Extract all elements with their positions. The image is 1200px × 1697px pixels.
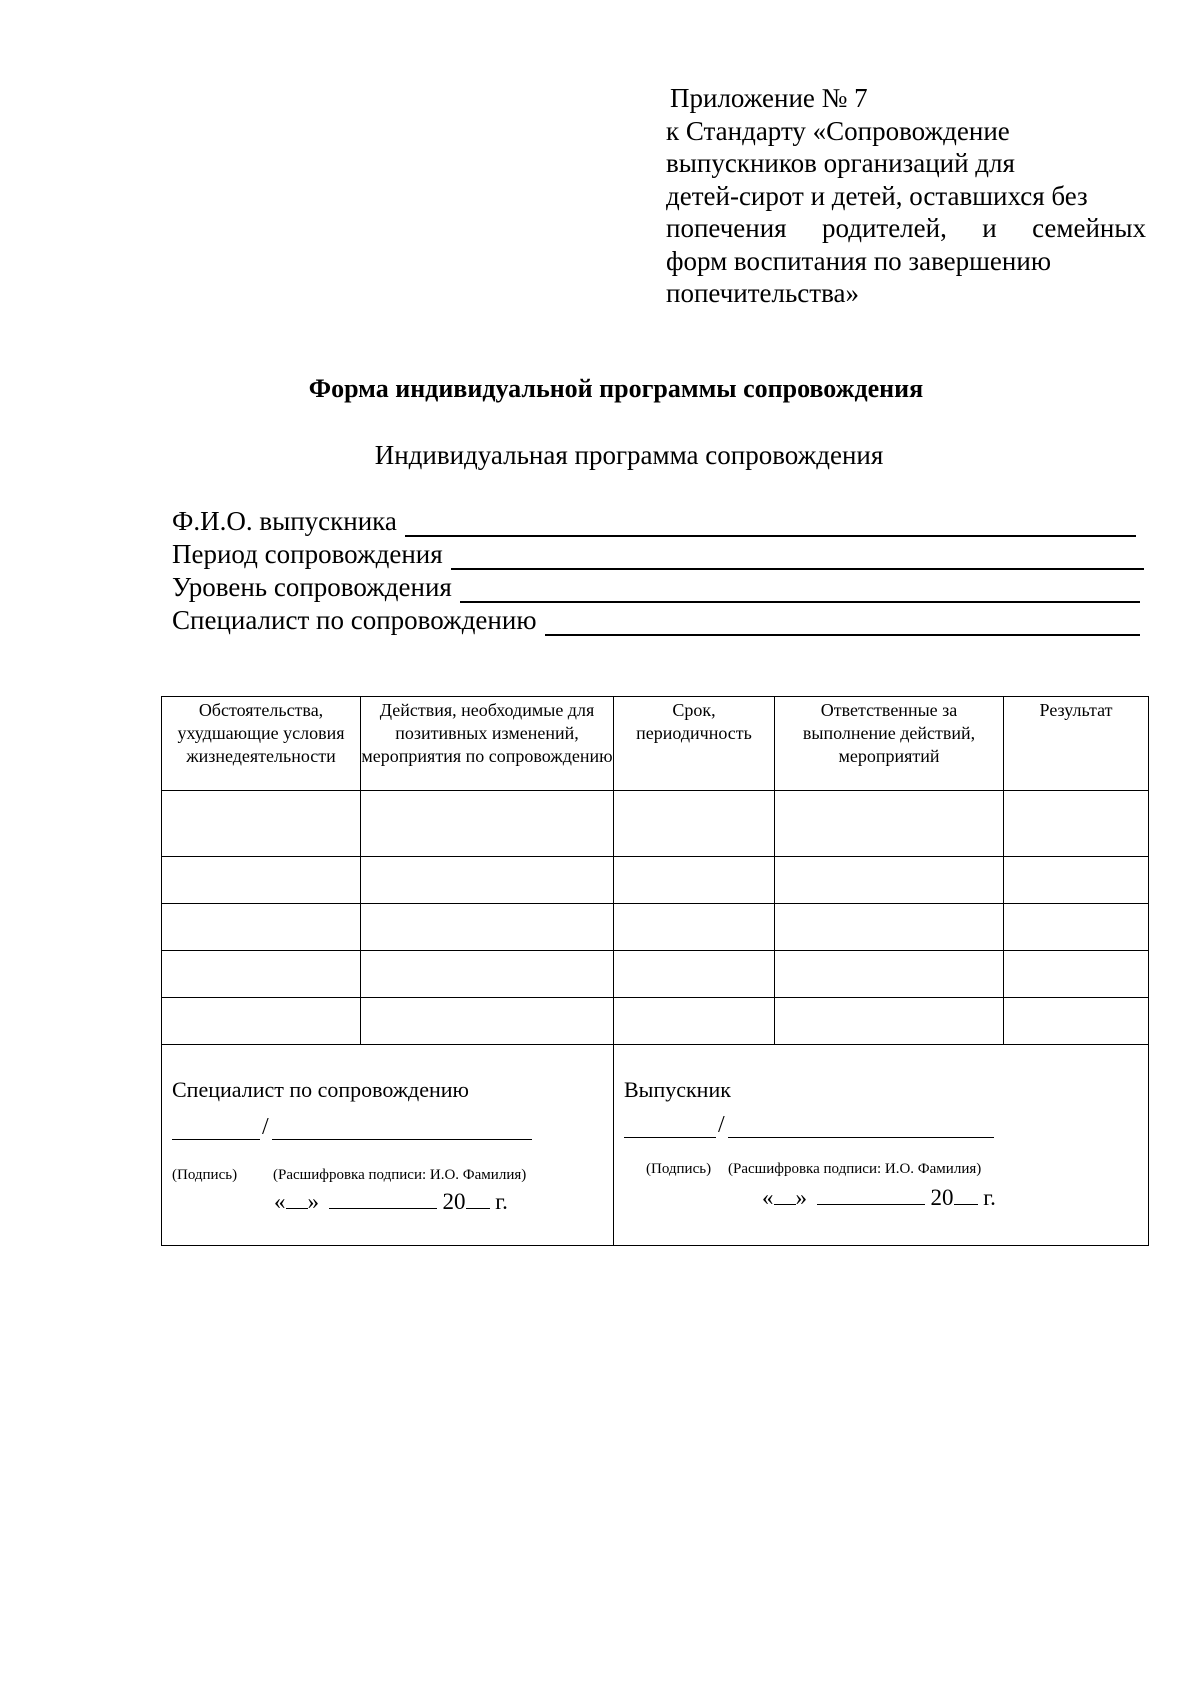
appendix-header: [666, 82, 1146, 310]
table-header-row: [162, 697, 1149, 791]
month-blank[interactable]: [329, 1190, 437, 1209]
date-quote-close: »: [795, 1185, 807, 1210]
year-blank[interactable]: [466, 1190, 490, 1209]
table-row: [162, 791, 1149, 857]
signature-slash: /: [262, 1114, 269, 1140]
table-cell[interactable]: [775, 791, 1004, 857]
table-cell[interactable]: [775, 951, 1004, 998]
date-quote-close: »: [307, 1189, 319, 1214]
table-row: [162, 904, 1149, 951]
table-cell[interactable]: [614, 951, 775, 998]
header-deadline: Срок, периодичность: [614, 697, 775, 791]
table-cell[interactable]: [1004, 904, 1149, 951]
appendix-line: форм воспитания по завершению: [666, 245, 1051, 276]
year-blank[interactable]: [954, 1186, 978, 1205]
table-cell[interactable]: [1004, 857, 1149, 904]
form-title: Форма индивидуальной программы сопровождения: [308, 374, 924, 403]
appendix-line: детей-сирот и детей, оставшихся без: [666, 180, 1088, 211]
table-row: [162, 951, 1149, 998]
appendix-word: попечения: [666, 213, 787, 243]
appendix-line: выпускников организаций для: [666, 148, 1015, 178]
graduate-name-blank[interactable]: [405, 509, 1136, 537]
graduate-decode-caption: (Расшифровка подписи: И.О. Фамилия): [728, 1161, 982, 1177]
date-quote-open: «: [762, 1185, 774, 1210]
level-field[interactable]: [172, 570, 1144, 603]
year-suffix: г.: [983, 1185, 996, 1210]
header-actions: Действия, необходимые для позитивных изменений, мероприятия по сопровождению: [361, 697, 614, 791]
month-blank[interactable]: [817, 1186, 925, 1205]
level-blank[interactable]: [460, 575, 1140, 603]
specialist-sign-caption: (Подпись): [172, 1167, 238, 1183]
graduate-name-label: Ф.И.О. выпускника: [172, 506, 397, 536]
header-result: Результат: [1004, 697, 1149, 791]
graduate-signature-line[interactable]: [624, 1137, 716, 1138]
appendix-line: к Стандарту «Сопровождение: [666, 115, 1010, 146]
header-responsible: Ответственные за выполнение действий, мероприятий: [775, 697, 1004, 791]
graduate-date: [762, 1185, 996, 1211]
signature-row: [162, 1045, 1149, 1246]
table-cell[interactable]: [361, 857, 614, 904]
level-label: Уровень сопровождения: [172, 572, 452, 602]
table-cell[interactable]: [162, 857, 361, 904]
program-fields: [172, 504, 1144, 636]
table-cell[interactable]: [162, 904, 361, 951]
appendix-word: и: [982, 213, 997, 243]
header-circumstances: Обстоятельства, ухудшающие условия жизнедеятельности: [162, 697, 361, 791]
period-blank[interactable]: [451, 542, 1144, 570]
table-cell[interactable]: [775, 857, 1004, 904]
graduate-signature-title: Выпускник: [624, 1077, 731, 1102]
appendix-line-justified: [666, 212, 1146, 245]
table-cell[interactable]: [1004, 791, 1149, 857]
appendix-word: родителей,: [821, 213, 947, 243]
specialist-signature-block: [162, 1045, 614, 1246]
table-cell[interactable]: [1004, 951, 1149, 998]
specialist-date: [274, 1189, 508, 1215]
program-title: Индивидуальная программа сопровождения: [374, 440, 884, 470]
graduate-sign-caption: (Подпись): [646, 1161, 712, 1177]
graduate-name-field[interactable]: [172, 504, 1144, 537]
year-prefix: 20: [930, 1185, 954, 1210]
appendix-line: попечительства»: [666, 278, 859, 308]
table-cell[interactable]: [361, 998, 614, 1045]
period-field[interactable]: [172, 537, 1144, 570]
table-cell[interactable]: [614, 998, 775, 1045]
table-cell[interactable]: [614, 904, 775, 951]
year-prefix: 20: [442, 1189, 466, 1214]
day-blank[interactable]: [286, 1190, 308, 1209]
year-suffix: г.: [495, 1189, 508, 1214]
graduate-name-line[interactable]: [728, 1137, 994, 1138]
specialist-signature-line[interactable]: [172, 1139, 260, 1140]
table-cell[interactable]: [162, 998, 361, 1045]
table-cell[interactable]: [775, 998, 1004, 1045]
signature-slash: /: [718, 1112, 725, 1138]
table-cell[interactable]: [361, 791, 614, 857]
table-row: [162, 998, 1149, 1045]
table-cell[interactable]: [162, 951, 361, 998]
table-cell[interactable]: [162, 791, 361, 857]
specialist-name-line[interactable]: [272, 1139, 532, 1140]
table-cell[interactable]: [1004, 998, 1149, 1045]
specialist-blank[interactable]: [545, 608, 1141, 636]
specialist-signature-title: Специалист по сопровождению: [172, 1077, 469, 1102]
table-cell[interactable]: [361, 904, 614, 951]
date-quote-open: «: [274, 1189, 286, 1214]
table-cell[interactable]: [361, 951, 614, 998]
period-label: Период сопровождения: [172, 539, 443, 569]
specialist-decode-caption: (Расшифровка подписи: И.О. Фамилия): [273, 1167, 527, 1183]
table-row: [162, 857, 1149, 904]
table-cell[interactable]: [614, 857, 775, 904]
specialist-label: Специалист по сопровождению: [172, 605, 537, 635]
table-cell[interactable]: [614, 791, 775, 857]
graduate-signature-block: [614, 1045, 1149, 1246]
day-blank[interactable]: [774, 1186, 796, 1205]
table-cell[interactable]: [775, 904, 1004, 951]
specialist-field[interactable]: [172, 603, 1144, 636]
appendix-number: Приложение № 7: [670, 83, 868, 113]
program-table: [161, 696, 1149, 1246]
appendix-word: семейных: [1032, 213, 1146, 243]
